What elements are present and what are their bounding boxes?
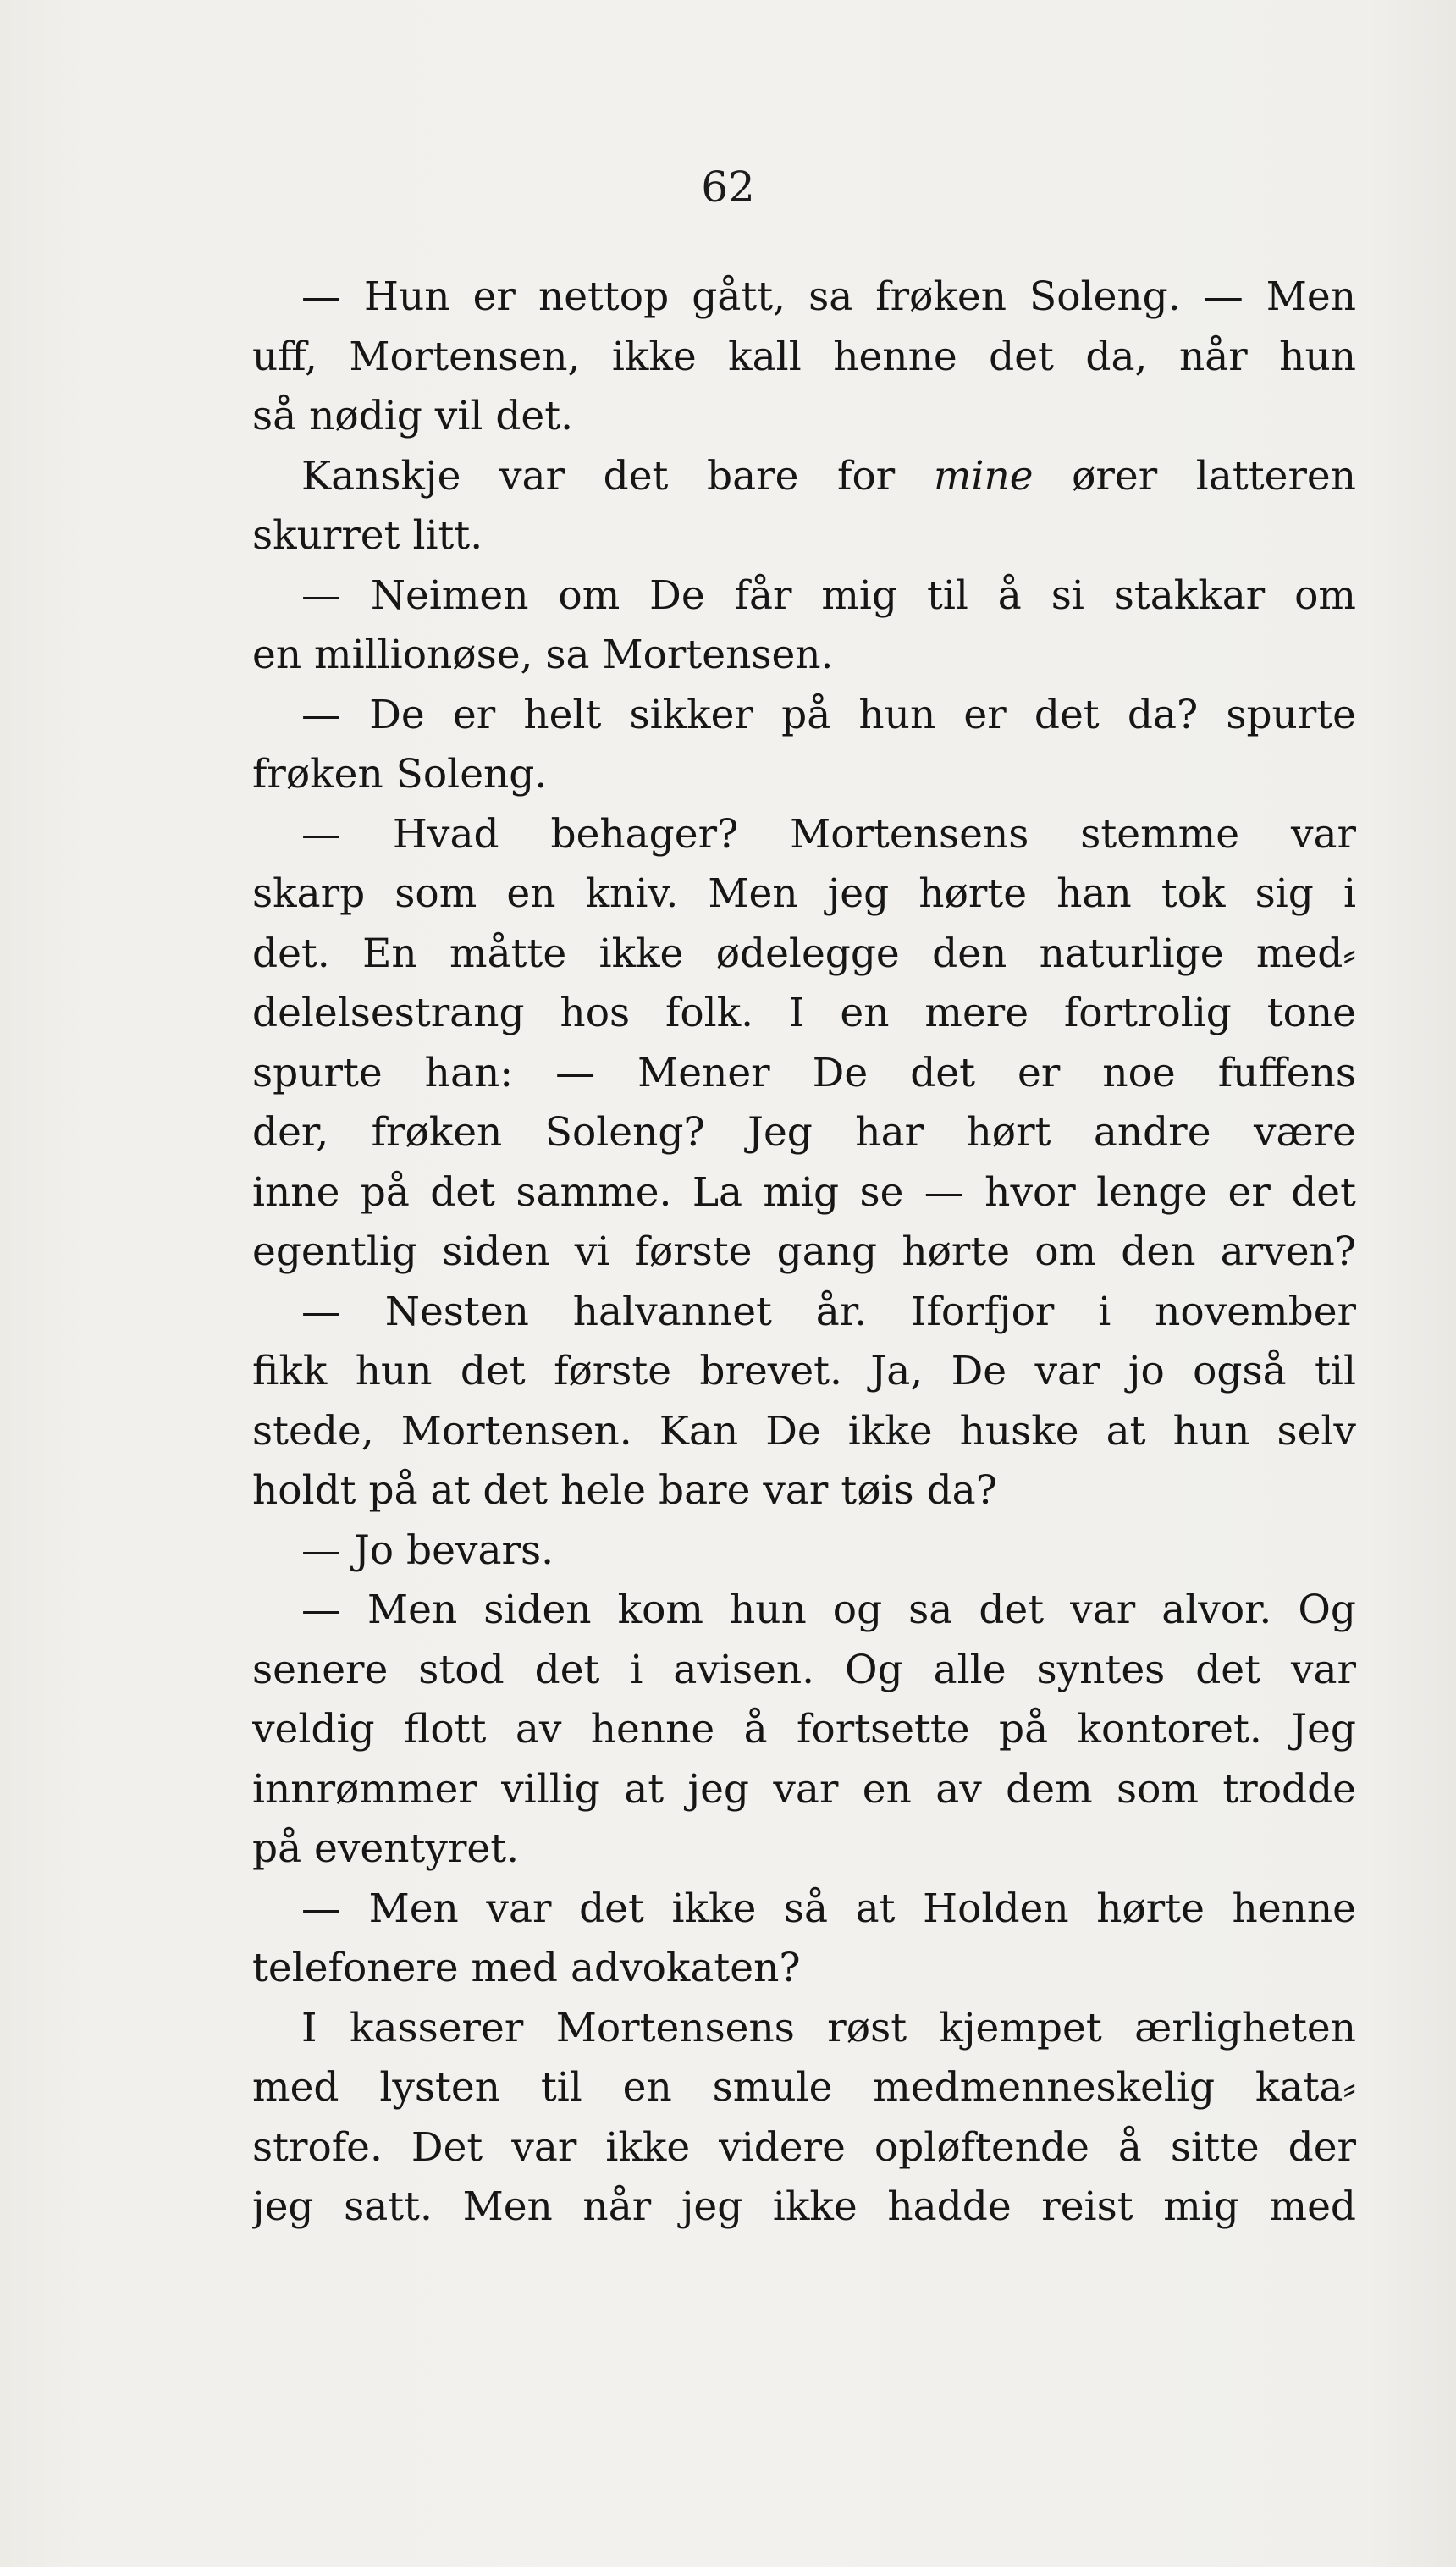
text-line: skurret litt.	[252, 512, 483, 559]
text-line: egentlig siden vi første gang hørte om den arven?	[252, 1228, 1356, 1275]
body-text	[252, 268, 1356, 2238]
page-number: 62	[701, 163, 755, 212]
text-line: innrømmer villig at jeg var en av dem som trodde	[252, 1765, 1356, 1813]
text-line: senere stod det i avisen. Og alle syntes det var	[252, 1646, 1356, 1693]
text-line: veldig flott av henne å fortsette på kontoret. Jeg	[252, 1706, 1356, 1753]
text-line: — De er helt sikker på hun er det da? spurte	[301, 691, 1356, 738]
text-line: frøken Soleng.	[252, 751, 548, 798]
text-line: — Jo bevars.	[301, 1526, 554, 1574]
text-fragment: ører latteren	[1072, 452, 1356, 500]
text-line: det. En måtte ikke ødelegge den naturlige med⸗	[252, 930, 1356, 977]
text-line: en millionøse, sa Mortensen.	[252, 632, 834, 678]
text-line: spurte han: — Mener De det er noe fuffens	[252, 1049, 1356, 1096]
text-line: I kasserer Mortensens røst kjempet ærligheten	[301, 2004, 1356, 2051]
text-line: — Men siden kom hun og sa det var alvor. Og	[301, 1587, 1356, 1633]
text-line: med lysten til en smule medmenneskelig kata⸗	[252, 2064, 1356, 2111]
text-line: holdt på at det hele bare var tøis da?	[252, 1467, 997, 1514]
text-line: uff, Mortensen, ikke kall henne det da, når hun	[252, 333, 1356, 380]
text-line: telefonere med advokaten?	[252, 1945, 801, 1991]
text-line: jeg satt. Men når jeg ikke hadde reist mig med	[252, 2183, 1356, 2230]
text-fragment: Kanskje var det bare for	[301, 452, 896, 500]
text-line: fikk hun det første brevet. Ja, De var jo også til	[252, 1348, 1356, 1394]
text-line: skarp som en kniv. Men jeg hørte han tok sig i	[252, 870, 1356, 917]
text-line: strofe. Det var ikke videre opløftende å sitte der	[252, 2123, 1356, 2171]
text-line: — Men var det ikke så at Holden hørte henne	[301, 1885, 1356, 1932]
text-line: inne på det samme. La mig se — hvor lenge er det	[252, 1168, 1356, 1216]
text-line: så nødig vil det.	[252, 393, 574, 439]
text-line: stede, Mortensen. Kan De ikke huske at hun selv	[252, 1407, 1356, 1455]
text-line	[252, 447, 1356, 507]
text-line: der, frøken Soleng? Jeg har hørt andre være	[252, 1109, 1356, 1156]
text-line: — Nesten halvannet år. Iforfjor i november	[301, 1288, 1356, 1335]
text-line: — Hun er nettop gått, sa frøken Soleng. — Men	[301, 273, 1356, 320]
text-line: på eventyret.	[252, 1825, 520, 1872]
text-line: — Neimen om De får mig til å si stakkar om	[301, 571, 1356, 619]
text-line: — Hvad behager? Mortensens stemme var	[301, 810, 1356, 858]
text-line: delelsestrang hos folk. I en mere fortrolig tone	[252, 990, 1356, 1036]
italic-word: mine	[933, 452, 1034, 500]
